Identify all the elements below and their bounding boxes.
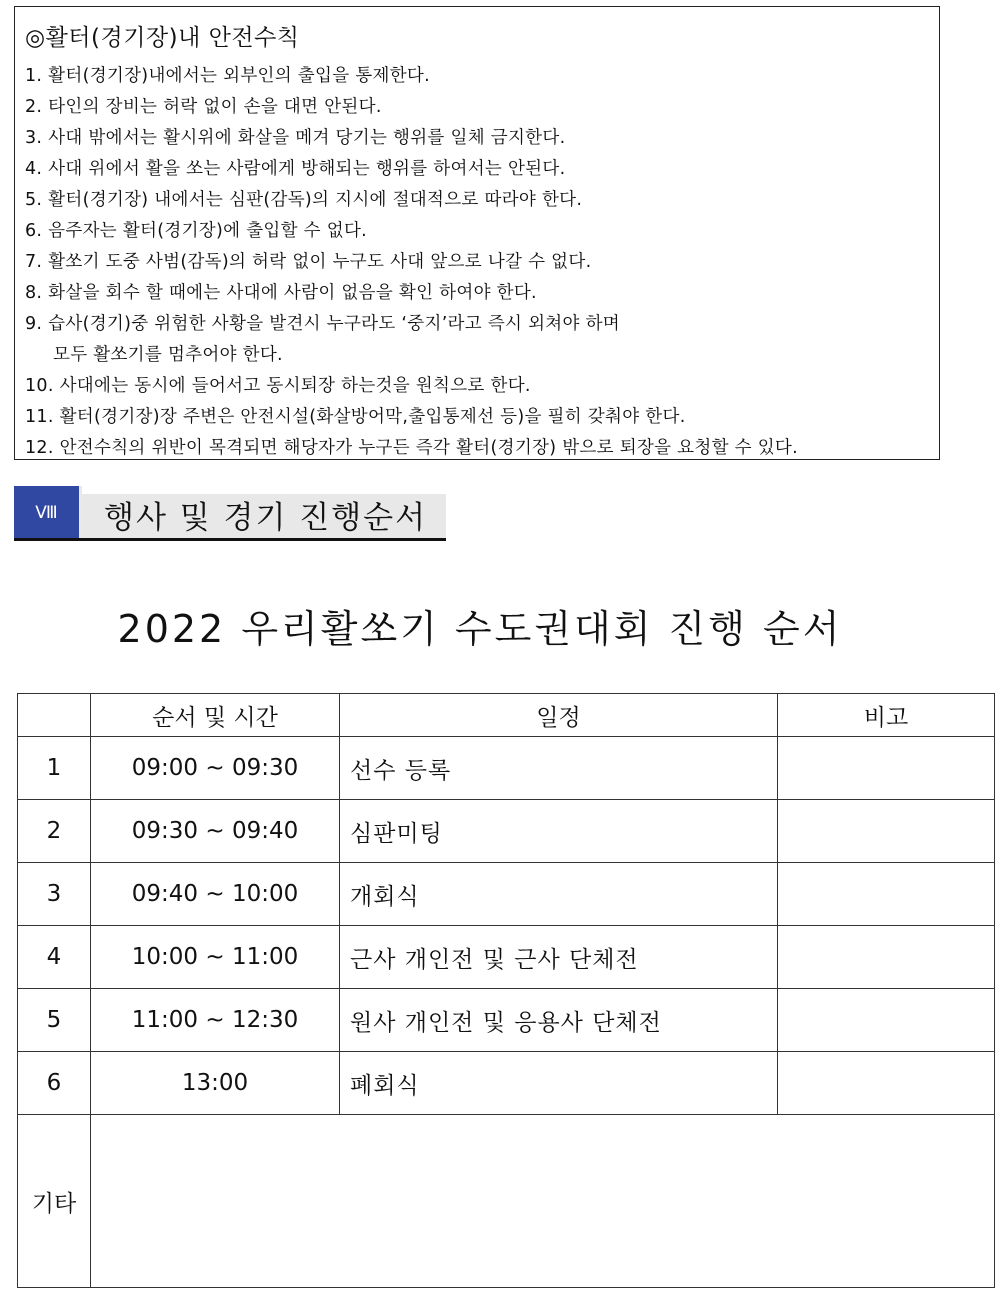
section-underline [14,538,446,541]
table-row [18,989,995,1052]
row-note [778,737,995,800]
row-number: 4 [18,926,91,989]
row-note [778,800,995,863]
row-note [778,926,995,989]
row-note [778,1052,995,1115]
table-row [18,737,995,800]
rule-item: 2. 타인의 장비는 허락 없이 손을 대면 안된다. [25,97,382,117]
etc-label: 기타 [18,1115,91,1288]
rule-item: 4. 사대 위에서 활을 쏘는 사람에게 방해되는 행위를 하여서는 안된다. [25,159,566,179]
rule-item: 5. 활터(경기장) 내에서는 심판(감독)의 지시에 절대적으로 따라야 한다. [25,190,583,210]
row-event: 개회식 [340,863,778,926]
row-number: 3 [18,863,91,926]
table-row-etc [18,1115,995,1288]
table-header-row [18,694,995,737]
table-row [18,926,995,989]
row-event: 심판미팅 [340,800,778,863]
header-note: 비고 [778,694,995,737]
rule-item: 10. 사대에는 동시에 들어서고 동시퇴장 하는것을 원칙으로 한다. [25,376,531,396]
row-event: 선수 등록 [340,737,778,800]
rule-item: 11. 활터(경기장)장 주변은 안전시설(화살방어막,출입통제선 등)을 필히 갖춰야 한다. [25,407,686,427]
row-event: 근사 개인전 및 근사 단체전 [340,926,778,989]
row-time: 11:00 ~ 12:30 [91,989,340,1052]
schedule-table [17,693,995,1288]
row-note [778,989,995,1052]
row-time: 10:00 ~ 11:00 [91,926,340,989]
safety-rules-box [14,6,940,460]
rule-item-continuation: 모두 활쏘기를 멈추어야 한다. [53,345,283,365]
rule-item: 6. 음주자는 활터(경기장)에 출입할 수 없다. [25,221,368,241]
table-row [18,1052,995,1115]
rule-item: 8. 화살을 회수 할 때에는 사대에 사람이 없음을 확인 하여야 한다. [25,283,537,303]
table-row [18,800,995,863]
rule-item: 7. 활쏘기 도중 사범(감독)의 허락 없이 누구도 사대 앞으로 나갈 수 없다. [25,252,592,272]
rule-item: 9. 습사(경기)중 위험한 사황을 발견시 누구라도 ‘중지’라고 즉시 외쳐야 하며 [25,314,620,334]
table-row [18,863,995,926]
row-time: 09:40 ~ 10:00 [91,863,340,926]
header-order-time: 순서 및 시간 [91,694,340,737]
document-title: 2022 우리활쏘기 수도권대회 진행 순서 [117,607,843,651]
row-time: 13:00 [91,1052,340,1115]
rule-item: 12. 안전수칙의 위반이 목격되면 해당자가 누구든 즉각 활터(경기장) 밖으로 퇴장을 요청할 수 있다. [25,438,798,458]
rules-title: ◎활터(경기장)내 안전수칙 [25,25,300,51]
row-number: 6 [18,1052,91,1115]
section-header [14,486,446,542]
row-note [778,863,995,926]
row-number: 2 [18,800,91,863]
section-number-badge: Ⅷ [14,486,82,540]
header-blank [18,694,91,737]
row-event: 원사 개인전 및 응용사 단체전 [340,989,778,1052]
rule-item: 3. 사대 밖에서는 활시위에 화살을 메겨 당기는 행위를 일체 금지한다. [25,128,566,148]
row-number: 5 [18,989,91,1052]
section-title: 행사 및 경기 진행순서 [104,500,428,536]
row-time: 09:30 ~ 09:40 [91,800,340,863]
rule-item: 1. 활터(경기장)내에서는 외부인의 출입을 통제한다. [25,66,430,86]
etc-value [91,1115,995,1288]
header-schedule: 일정 [340,694,778,737]
row-time: 09:00 ~ 09:30 [91,737,340,800]
row-number: 1 [18,737,91,800]
row-event: 폐회식 [340,1052,778,1115]
